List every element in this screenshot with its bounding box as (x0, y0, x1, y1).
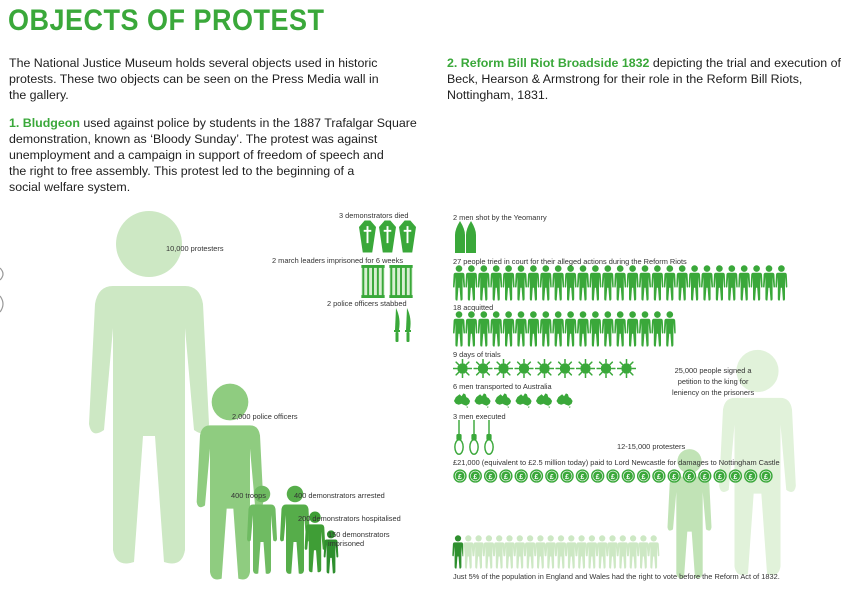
protesters-figure-icon (89, 211, 209, 564)
person-tried-icon (701, 265, 713, 300)
voter-figure-icon (483, 535, 494, 568)
label-arrested: 400 demonstrators arrested (294, 491, 385, 500)
voter-figure-icon (586, 535, 597, 568)
person-acquitted-icon (552, 311, 564, 346)
voter-figure-icon (504, 535, 515, 568)
prison-cell-icon (389, 265, 412, 298)
australia-map-icon (454, 393, 470, 408)
pound-coin-icon (744, 469, 757, 482)
voter-figure-icon (638, 535, 649, 568)
pound-coin-icon (530, 469, 543, 482)
pound-coin-icon (545, 469, 558, 482)
australia-map-icon (474, 393, 490, 408)
pound-coin-icon (759, 469, 772, 482)
label-petition-line-2: petition to the king for (677, 377, 749, 386)
label-imprisoned-line-1: 150 demonstrators (328, 530, 390, 539)
label-protesters: 10,000 protesters (166, 244, 224, 253)
coffin-icon (379, 220, 396, 252)
pound-coin-icon (576, 469, 589, 482)
person-tried-icon (676, 265, 688, 300)
coffin-icon (359, 220, 376, 252)
intro-line-1: The National Justice Museum holds several objects used in historic (9, 56, 378, 70)
voter-figure-icon (576, 535, 587, 568)
person-tried-icon (664, 265, 676, 300)
person-acquitted-icon (527, 311, 539, 346)
label-damages: £21,000 (equivalent to £2.5 million today) paid to Lord Newcastle for damages to Nottingham Castle (453, 458, 780, 467)
trial-day-sun-icon (556, 359, 574, 377)
person-tried-icon (639, 265, 651, 300)
voter-figure-icon (494, 535, 505, 568)
person-acquitted-icon (664, 311, 676, 346)
pound-coin-icon (729, 469, 742, 482)
pound-coin-icon (683, 469, 696, 482)
voter-figure-icon-highlight (452, 535, 463, 568)
person-tried-icon (465, 265, 477, 300)
person-acquitted-icon (614, 311, 626, 346)
trial-day-sun-icon (453, 359, 471, 377)
label-trials: 9 days of trials (453, 350, 501, 359)
pound-coin-icon (713, 469, 726, 482)
bludgeon-line-3: unemployment and a campaign in support of freedom of speech and (9, 148, 384, 162)
bludgeon-line-5: social welfare system. (9, 180, 131, 194)
person-acquitted-icon (577, 311, 589, 346)
australia-map-icon (495, 393, 511, 408)
voter-figure-icon (555, 535, 566, 568)
pound-coin-icon (622, 469, 635, 482)
trial-day-sun-icon (515, 359, 533, 377)
bludgeon-heading: 1. Bludgeon (9, 116, 80, 130)
voter-figure-icon (473, 535, 484, 568)
label-vote: Just 5% of the population in England and Wales had the right to vote before the Reform Act of 1832. (453, 572, 780, 581)
broadside-line-1: depicting the trial and execution of (649, 56, 841, 70)
person-tried-icon (490, 265, 502, 300)
person-acquitted-icon (490, 311, 502, 346)
person-acquitted-icon (503, 311, 515, 346)
label-executed: 3 men executed (453, 412, 506, 421)
edge-bracket-icon (0, 268, 3, 312)
page-title: OBJECTS OF PROTEST (8, 4, 325, 37)
person-tried-icon (589, 265, 601, 300)
voter-figure-icon (463, 535, 474, 568)
label-protesters-1831: 12-15,000 protesters (617, 442, 686, 451)
trial-day-sun-icon (474, 359, 492, 377)
person-tried-icon (478, 265, 490, 300)
pound-coin-icon (484, 469, 497, 482)
coffin-icon (399, 220, 416, 252)
pound-coin-icon (668, 469, 681, 482)
voter-figure-icon (648, 535, 659, 568)
intro-line-3: the gallery. (9, 88, 69, 102)
label-shot: 2 men shot by the Yeomanry (453, 213, 547, 222)
person-tried-icon (775, 265, 787, 300)
australia-map-icon (556, 393, 572, 408)
australia-map-icon (536, 393, 552, 408)
person-tried-icon (751, 265, 763, 300)
person-tried-icon (738, 265, 750, 300)
label-acquitted: 18 acquitted (453, 303, 494, 312)
person-tried-icon (577, 265, 589, 300)
person-tried-icon (713, 265, 725, 300)
intro-line-2: protests. These two objects can be seen on the Press Media wall in (9, 72, 379, 86)
person-tried-icon (552, 265, 564, 300)
label-troops: 400 troops (231, 491, 266, 500)
knife-icon (394, 308, 400, 342)
noose-icon (485, 420, 493, 454)
person-tried-icon (763, 265, 775, 300)
pound-coin-icon (469, 469, 482, 482)
knife-icon (405, 308, 411, 342)
voter-figure-icon (545, 535, 556, 568)
person-acquitted-icon (465, 311, 477, 346)
voter-figure-icon (607, 535, 618, 568)
label-died: 3 demonstrators died (339, 211, 409, 220)
voter-figure-icon (535, 535, 546, 568)
person-tried-icon (627, 265, 639, 300)
person-acquitted-icon (651, 311, 663, 346)
person-acquitted-icon (515, 311, 527, 346)
person-tried-icon (515, 265, 527, 300)
pound-coin-icon (591, 469, 604, 482)
label-transported: 6 men transported to Australia (453, 382, 552, 391)
person-tried-icon (602, 265, 614, 300)
pound-coin-icon (652, 469, 665, 482)
broadside-line-2: Beck, Hearson & Armstrong for their role in the Reform Bill Riots, (447, 72, 803, 86)
trial-day-sun-icon (597, 359, 615, 377)
trial-day-sun-icon (535, 359, 553, 377)
man-shot-icon (466, 221, 476, 253)
label-police: 2,000 police officers (232, 412, 298, 421)
bludgeon-line-4: the right to free assembly. This protest led to the beginning of a (9, 164, 355, 178)
person-acquitted-icon (602, 311, 614, 346)
person-tried-icon (565, 265, 577, 300)
person-tried-icon (651, 265, 663, 300)
person-tried-icon (503, 265, 515, 300)
voter-figure-icon (566, 535, 577, 568)
pound-coin-icon (637, 469, 650, 482)
person-tried-icon (453, 265, 465, 300)
pound-coin-icon (606, 469, 619, 482)
person-acquitted-icon (639, 311, 651, 346)
person-acquitted-icon (627, 311, 639, 346)
voter-figure-icon (514, 535, 525, 568)
bludgeon-line-2: demonstration, known as ‘Bloody Sunday’. The protest was against (9, 132, 378, 146)
person-acquitted-icon (565, 311, 577, 346)
trial-day-sun-icon (617, 359, 635, 377)
person-tried-icon (540, 265, 552, 300)
voter-figure-icon (524, 535, 535, 568)
label-petition (672, 365, 754, 398)
pound-coin-icon (560, 469, 573, 482)
label-tried: 27 people tried in court for their alleged actions during the Reform Riots (453, 257, 687, 266)
voter-figure-icon (617, 535, 628, 568)
broadside-line-3: Nottingham, 1831. (447, 88, 549, 102)
person-acquitted-icon (453, 311, 465, 346)
person-tried-icon (689, 265, 701, 300)
person-acquitted-icon (540, 311, 552, 346)
man-shot-icon (455, 221, 465, 253)
pound-coin-icon (698, 469, 711, 482)
noose-icon (470, 420, 478, 454)
protesters-1831-figure-icon (668, 449, 712, 578)
person-acquitted-icon (478, 311, 490, 346)
label-hospitalised: 200 demonstrators hospitalised (298, 514, 401, 523)
label-petition-line-1: 25,000 people signed a (674, 366, 752, 375)
label-imprisoned (328, 530, 390, 548)
trial-day-sun-icon (576, 359, 594, 377)
person-acquitted-icon (589, 311, 601, 346)
person-tried-icon (527, 265, 539, 300)
person-tried-icon (614, 265, 626, 300)
person-tried-icon (726, 265, 738, 300)
voter-figure-icon (627, 535, 638, 568)
australia-map-icon (515, 393, 531, 408)
bludgeon-line-1: used against police by students in the 1887 Trafalgar Square (79, 116, 417, 130)
broadside-heading: 2. Reform Bill Riot Broadside 1832 (447, 56, 650, 70)
label-leaders: 2 march leaders imprisoned for 6 weeks (272, 256, 404, 265)
label-imprisoned-line-2: imprisoned (328, 539, 365, 548)
pound-coin-icon (499, 469, 512, 482)
trial-day-sun-icon (494, 359, 512, 377)
pound-coin-icon (515, 469, 528, 482)
noose-icon (455, 420, 463, 454)
pound-coin-icon (453, 469, 466, 482)
label-stabbed: 2 police officers stabbed (327, 299, 407, 308)
label-petition-line-3: leniency on the prisoners (672, 388, 755, 397)
prison-cell-icon (361, 265, 384, 298)
voter-figure-icon (597, 535, 608, 568)
